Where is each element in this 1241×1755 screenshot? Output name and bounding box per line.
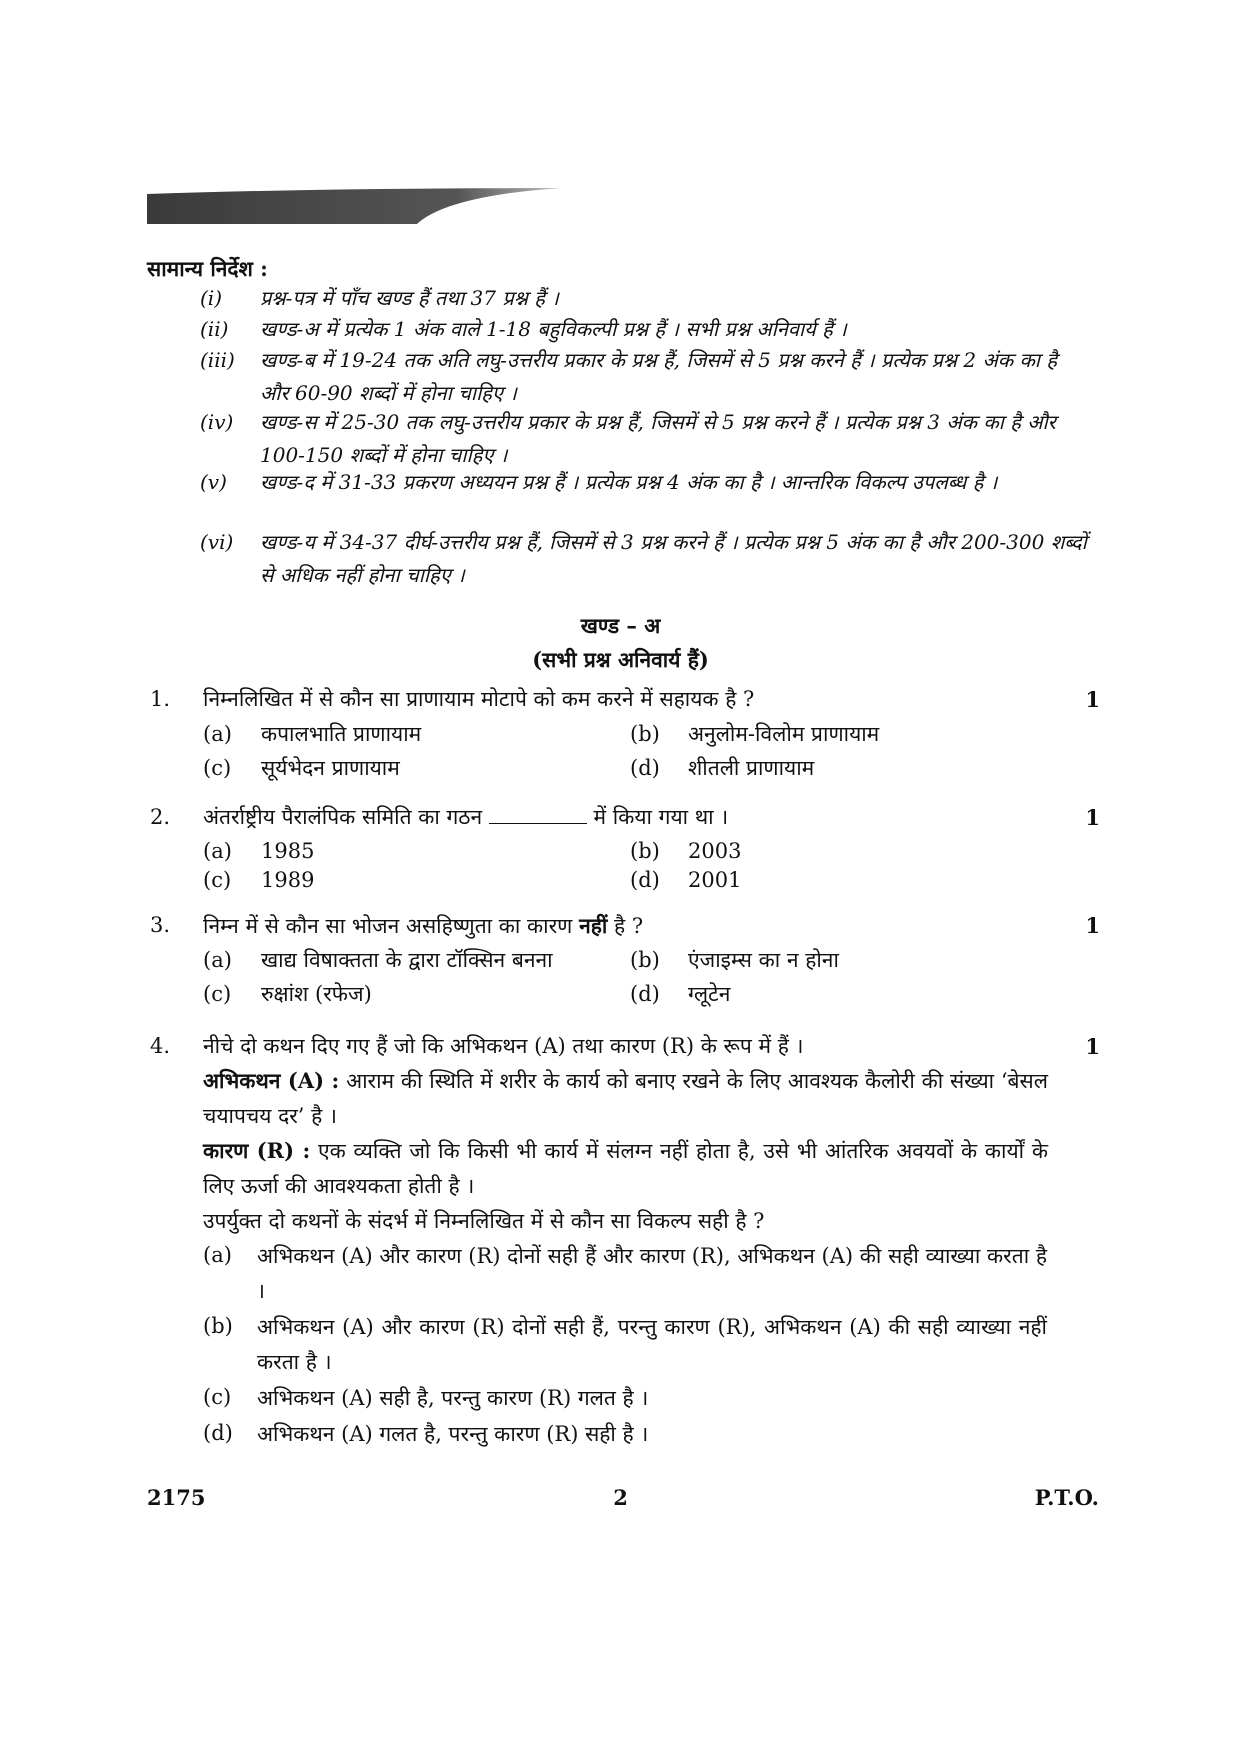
question-number: 2. xyxy=(150,805,171,829)
option-label: (b) xyxy=(203,1314,233,1338)
option-text: अभिकथन (A) सही है, परन्तु कारण (R) गलत है । xyxy=(257,1386,649,1410)
option-label: (a) xyxy=(203,722,232,746)
instruction-text: खण्ड-स में 25-30 तक लघु-उत्तरीय प्रकार के प्रश्न हैं, जिसमें से 5 प्रश्न करने हैं । प्रत्येक प्रश्न 3 अंक का है और 100-150 शब्दों में होना चाहिए । xyxy=(260,410,1056,467)
option-text: अभिकथन (A) और कारण (R) दोनों सही हैं और कारण (R), अभिकथन (A) की सही व्याख्या करता है । xyxy=(257,1244,1047,1303)
option-text: 1985 xyxy=(261,839,315,863)
option-text: ग्लूटेन xyxy=(688,982,731,1006)
instruction-number: (iii) xyxy=(200,348,235,372)
question-number: 3. xyxy=(150,913,171,937)
question-text: निम्नलिखित में से कौन सा प्राणायाम मोटापे को कम करने में सहायक है ? xyxy=(203,687,755,711)
option-text: अभिकथन (A) गलत है, परन्तु कारण (R) सही है । xyxy=(257,1422,649,1446)
option-label: (b) xyxy=(630,722,660,746)
instruction-text: प्रश्न-पत्र में पाँच खण्ड हैं तथा 37 प्रश्न हैं । xyxy=(260,286,559,310)
section-subtitle: (सभी प्रश्न अनिवार्य हैं) xyxy=(532,647,709,672)
option-text: अभिकथन (A) और कारण (R) दोनों सही हैं, परन्तु कारण (R), अभिकथन (A) की सही व्याख्या नहीं करता है । xyxy=(257,1315,1047,1374)
assertion xyxy=(203,1063,1048,1134)
option-label: (d) xyxy=(203,1421,233,1445)
option-text: एंजाइम्स का न होना xyxy=(688,948,839,972)
option-label: (a) xyxy=(203,839,232,863)
instruction-number: (iv) xyxy=(200,410,234,434)
question-text: नीचे दो कथन दिए गए हैं जो कि अभिकथन (A) तथा कारण (R) के रूप में हैं । xyxy=(203,1034,804,1058)
instruction-text: खण्ड-य में 34-37 दीर्घ-उत्तरीय प्रश्न हैं, जिसमें से 3 प्रश्न करने हैं । प्रत्येक प्रश्न 5 अंक का है और 200-300 शब्दों से अधिक नहीं होना चाहिए । xyxy=(260,530,1087,587)
option-text: अनुलोम-विलोम प्राणायाम xyxy=(688,722,880,746)
option-label: (d) xyxy=(630,756,660,780)
option-text: सूर्यभेदन प्राणायाम xyxy=(261,756,400,780)
fill-blank xyxy=(489,805,587,824)
instruction-text: खण्ड-द में 31-33 प्रकरण अध्ययन प्रश्न हैं । प्रत्येक प्रश्न 4 अंक का है । आन्तरिक विकल्प उपलब्ध है । xyxy=(260,470,998,494)
page-number: 2 xyxy=(613,1485,628,1510)
option-text: रुक्षांश (रफेज) xyxy=(261,982,372,1006)
question-text-part: में किया गया था । xyxy=(593,805,729,829)
question-number: 1. xyxy=(150,687,171,711)
reason-text: एक व्यक्ति जो कि किसी भी कार्य में संलग्न नहीं होता है, उसे भी आंतरिक अवयवों के कार्यों के लिए ऊर्जा की आवश्यकता होती है । xyxy=(203,1139,1048,1198)
option-label: (c) xyxy=(203,982,232,1006)
question-text xyxy=(203,909,1043,943)
option-label: (c) xyxy=(203,756,232,780)
instruction-text: खण्ड-ब में 19-24 तक अति लघु-उत्तरीय प्रकार के प्रश्न हैं, जिसमें से 5 प्रश्न करने हैं । प्रत्येक प्रश्न 2 अंक का है और 60-90 शब्दों में होना चाहिए । xyxy=(260,348,1057,405)
paper-code: 2175 xyxy=(147,1485,206,1510)
option-label: (a) xyxy=(203,1243,232,1267)
option-text: 2001 xyxy=(688,868,742,892)
option-text: खाद्य विषाक्तता के द्वारा टॉक्सिन बनना xyxy=(261,948,553,972)
instruction-text: खण्ड-अ में प्रत्येक 1 अंक वाले 1-18 बहुविकल्पी प्रश्न हैं । सभी प्रश्न अनिवार्य हैं । xyxy=(260,317,847,341)
option-label: (c) xyxy=(203,868,232,892)
reason-label: कारण (R) : xyxy=(203,1138,311,1163)
question-marks: 1 xyxy=(1085,913,1100,938)
instruction-number: (v) xyxy=(200,470,227,494)
question-text-part: है ? xyxy=(614,914,644,938)
header-band xyxy=(147,186,561,224)
instructions-heading: सामान्य निर्देश : xyxy=(147,256,268,281)
question-number: 4. xyxy=(150,1034,171,1058)
instruction-number: (vi) xyxy=(200,530,234,554)
question-text-emphasis: नहीं xyxy=(579,913,608,938)
question-marks: 1 xyxy=(1085,805,1100,830)
pto-label: P.T.O. xyxy=(1034,1485,1099,1510)
option-label: (d) xyxy=(630,868,660,892)
option-text: शीतली प्राणायाम xyxy=(688,756,815,780)
option-text: 2003 xyxy=(688,839,742,863)
section-title: खण्ड – अ xyxy=(580,613,661,638)
option-label: (b) xyxy=(630,948,660,972)
question-text-part: अंतर्राष्ट्रीय पैरालंपिक समिति का गठन xyxy=(203,805,483,829)
option-text: 1989 xyxy=(261,868,315,892)
instruction-number: (i) xyxy=(200,286,223,310)
question-marks: 1 xyxy=(1085,1034,1100,1059)
option-label: (c) xyxy=(203,1385,232,1409)
instruction-number: (ii) xyxy=(200,317,229,341)
question-marks: 1 xyxy=(1085,687,1100,712)
question-prompt: उपर्युक्त दो कथनों के संदर्भ में निम्नलिखित में से कौन सा विकल्प सही है ? xyxy=(203,1209,765,1233)
question-text-part: निम्न में से कौन सा भोजन असहिष्णुता का कारण xyxy=(203,914,573,938)
assertion-label: अभिकथन (A) : xyxy=(203,1068,340,1093)
option-text: कपालभाति प्राणायाम xyxy=(261,722,422,746)
reason xyxy=(203,1133,1048,1204)
assertion-text: आराम की स्थिति में शरीर के कार्य को बनाए रखने के लिए आवश्यक कैलोरी की संख्या ‘बेसल चयापचय दर’ है । xyxy=(203,1069,1048,1128)
option-label: (b) xyxy=(630,839,660,863)
option-label: (a) xyxy=(203,948,232,972)
option-label: (d) xyxy=(630,982,660,1006)
question-text xyxy=(203,801,1043,834)
